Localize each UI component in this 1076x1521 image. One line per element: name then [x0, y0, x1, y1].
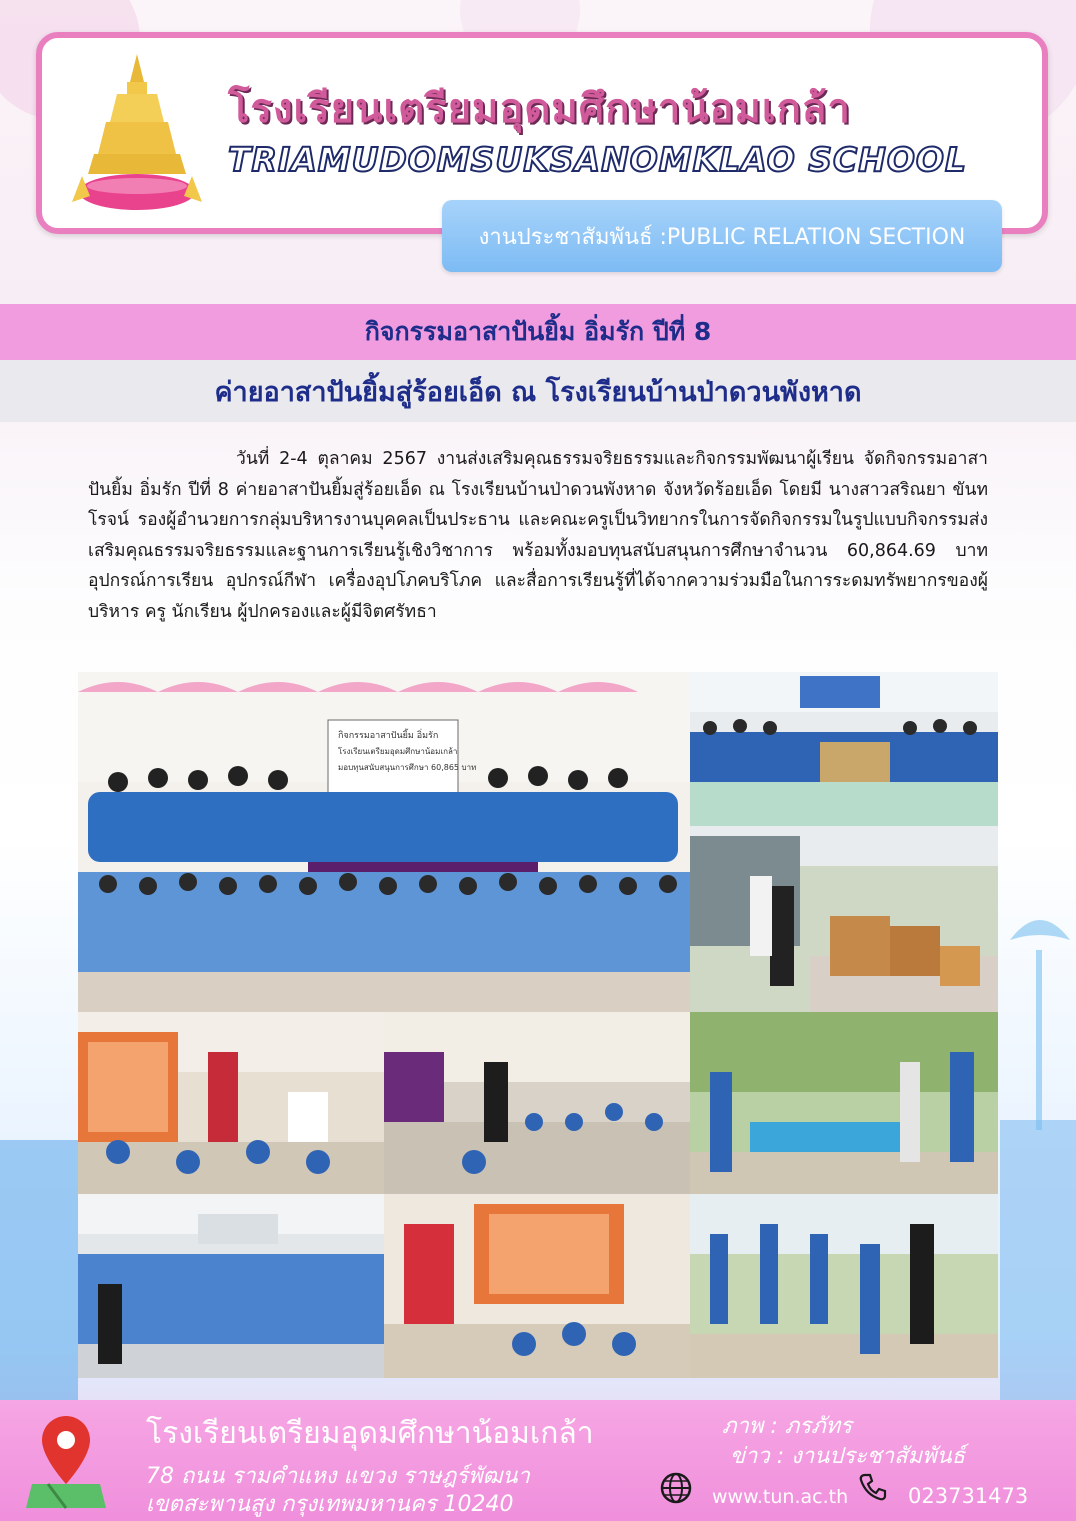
- footer-news-credit: ข่าว : งานประชาสัมพันธ์: [730, 1444, 966, 1469]
- photo-donation-group: [690, 672, 998, 826]
- donation-sign-text-3: มอบทุนสนับสนุนการศึกษา 60,865 บาท: [338, 763, 477, 772]
- footer-school-name: โรงเรียนเตรียมอุดมศึกษาน้อมเกล้า: [146, 1416, 594, 1451]
- photo-hall-seated-students: [78, 1194, 384, 1378]
- school-name-english: TRIAMUDOMSUKSANOMKLAO SCHOOL: [228, 140, 968, 179]
- article-title-line2: ค่ายอาสาปันยิ้มสู่ร้อยเอ็ด ณ โรงเรียนบ้านป่าดวนพังหาด: [214, 376, 862, 408]
- title-band-primary: [0, 304, 1076, 360]
- photo-unloading-supplies: [690, 826, 998, 1012]
- title-band-secondary: [0, 360, 1076, 422]
- footer-phone-number[interactable]: 023731473: [908, 1484, 1029, 1508]
- donation-sign-text-2: โรงเรียนเตรียมอุดมศึกษาน้อมเกล้า: [338, 747, 458, 756]
- photo-outdoor-games: [690, 1194, 998, 1378]
- phone-icon: [858, 1472, 888, 1502]
- footer-photo-credit: ภาพ : ภรภัทร: [722, 1414, 852, 1439]
- article-body-text: วันที่ 2-4 ตุลาคม 2567 งานส่งเสริมคุณธรรมจริยธรรมและกิจกรรมพัฒนาผู้เรียน จัดกิจกรรมอาสาปันยิ้ม อิ่มรัก ปีที่ 8 ค่ายอาสาปันยิ้มสู่ร้อยเอ็ด ณ โรงเรียนบ้านป่าดวนพังหาด จังหวัดร้อยเอ็ด โดยมี นางสาวสริณยา ขันทโรจน์ รองผู้อำนวยการกลุ่มบริหารงานบุคคลเป็นประธาน และคณะครูเป็นวิทยากรในการจัดกิจกรรมในรูปแบบกิจกรรมส่งเสริมคุณธรรมจริยธรรมและฐานการเรียนรู้เชิงวิชาการ พร้อมทั้งมอบทุนสนับสนุนการศึกษาจำนวน 60,864.69 บาท อุปกรณ์การเรียน อุปกรณ์กีฬา เครื่องอุปโภคบริโภค และสื่อการเรียนรู้ที่ได้จากความร่วมมือในการระดมทรัพยากรของผู้บริหาร ครู นักเรียน ผู้ปกครองและผู้มีจิตศรัทธา: [88, 449, 988, 622]
- donation-sign-text-1: กิจกรรมอาสาปันยิ้ม อิ่มรัก: [338, 731, 439, 741]
- school-name-thai: โรงเรียนเตรียมอุดมศึกษาน้อมเกล้า: [228, 86, 851, 132]
- globe-icon: [660, 1472, 692, 1504]
- footer-website-link[interactable]: www.tun.ac.th: [712, 1486, 849, 1508]
- photo-classroom-activity-1: [78, 1012, 384, 1194]
- article-title-line1: กิจกรรมอาสาปันยิ้ม อิ่มรัก ปีที่ 8: [364, 317, 712, 346]
- footer-address-line1: 78 ถนน รามคำแหง แขวง ราษฎร์พัฒนา: [146, 1464, 530, 1489]
- photo-classroom-teacher: [384, 1194, 690, 1378]
- photo-outdoor-table-game: [690, 1012, 998, 1194]
- photo-classroom-activity-2: [384, 1012, 690, 1194]
- pr-section-badge: งานประชาสัมพันธ์ :PUBLIC RELATION SECTION: [442, 200, 1002, 272]
- article-body: [88, 444, 988, 628]
- photo-group-main: [78, 672, 690, 1012]
- school-logo: [72, 52, 202, 212]
- map-location-icon: [26, 1414, 106, 1510]
- footer-address-line2: เขตสะพานสูง กรุงเทพมหานคร 10240: [146, 1492, 514, 1517]
